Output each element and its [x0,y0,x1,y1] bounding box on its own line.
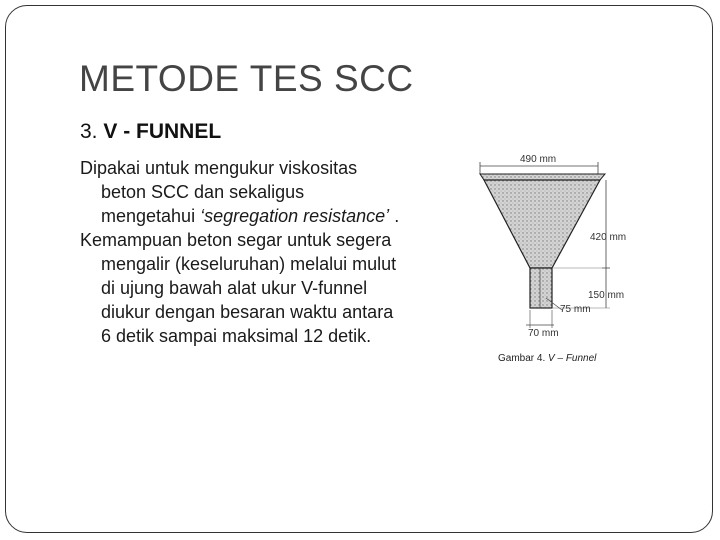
slide-title: METODE TES SCC [79,58,414,99]
funnel-height-label: 420 mm [590,232,627,243]
figure-caption-prefix: Gambar 4. [498,353,549,364]
figure-caption [498,353,596,364]
v-funnel-drawing [470,148,620,378]
paragraph-purpose [80,156,400,228]
bottom-width-label: 70 mm [528,328,559,339]
spout-height-label: 150 mm [588,290,625,301]
spout-depth-label: 75 mm [560,304,591,315]
paragraph-purpose-tail: . [389,206,400,226]
section-number: 3. [80,120,98,143]
section-heading [80,120,221,144]
paragraph-purpose-text: Dipakai untuk mengukur viskositas beton SCC dan sekaligus mengetahui [80,158,358,226]
paragraph-purpose-italic: ‘segregation resistance’ [200,206,390,226]
paragraph-procedure: Kemampuan beton segar untuk segera mengalir (keseluruhan) melalui mulut di ujung bawah alat ukur V-funnel diukur dengan besaran waktu antara 6 detik sampai maksimal 12 detik. [80,230,397,346]
v-funnel-figure [470,148,627,378]
body-text [80,156,400,348]
section-heading-text: V - FUNNEL [103,120,222,143]
top-width-label: 490 mm [520,154,557,165]
figure-caption-italic: V – Funnel [548,353,597,364]
